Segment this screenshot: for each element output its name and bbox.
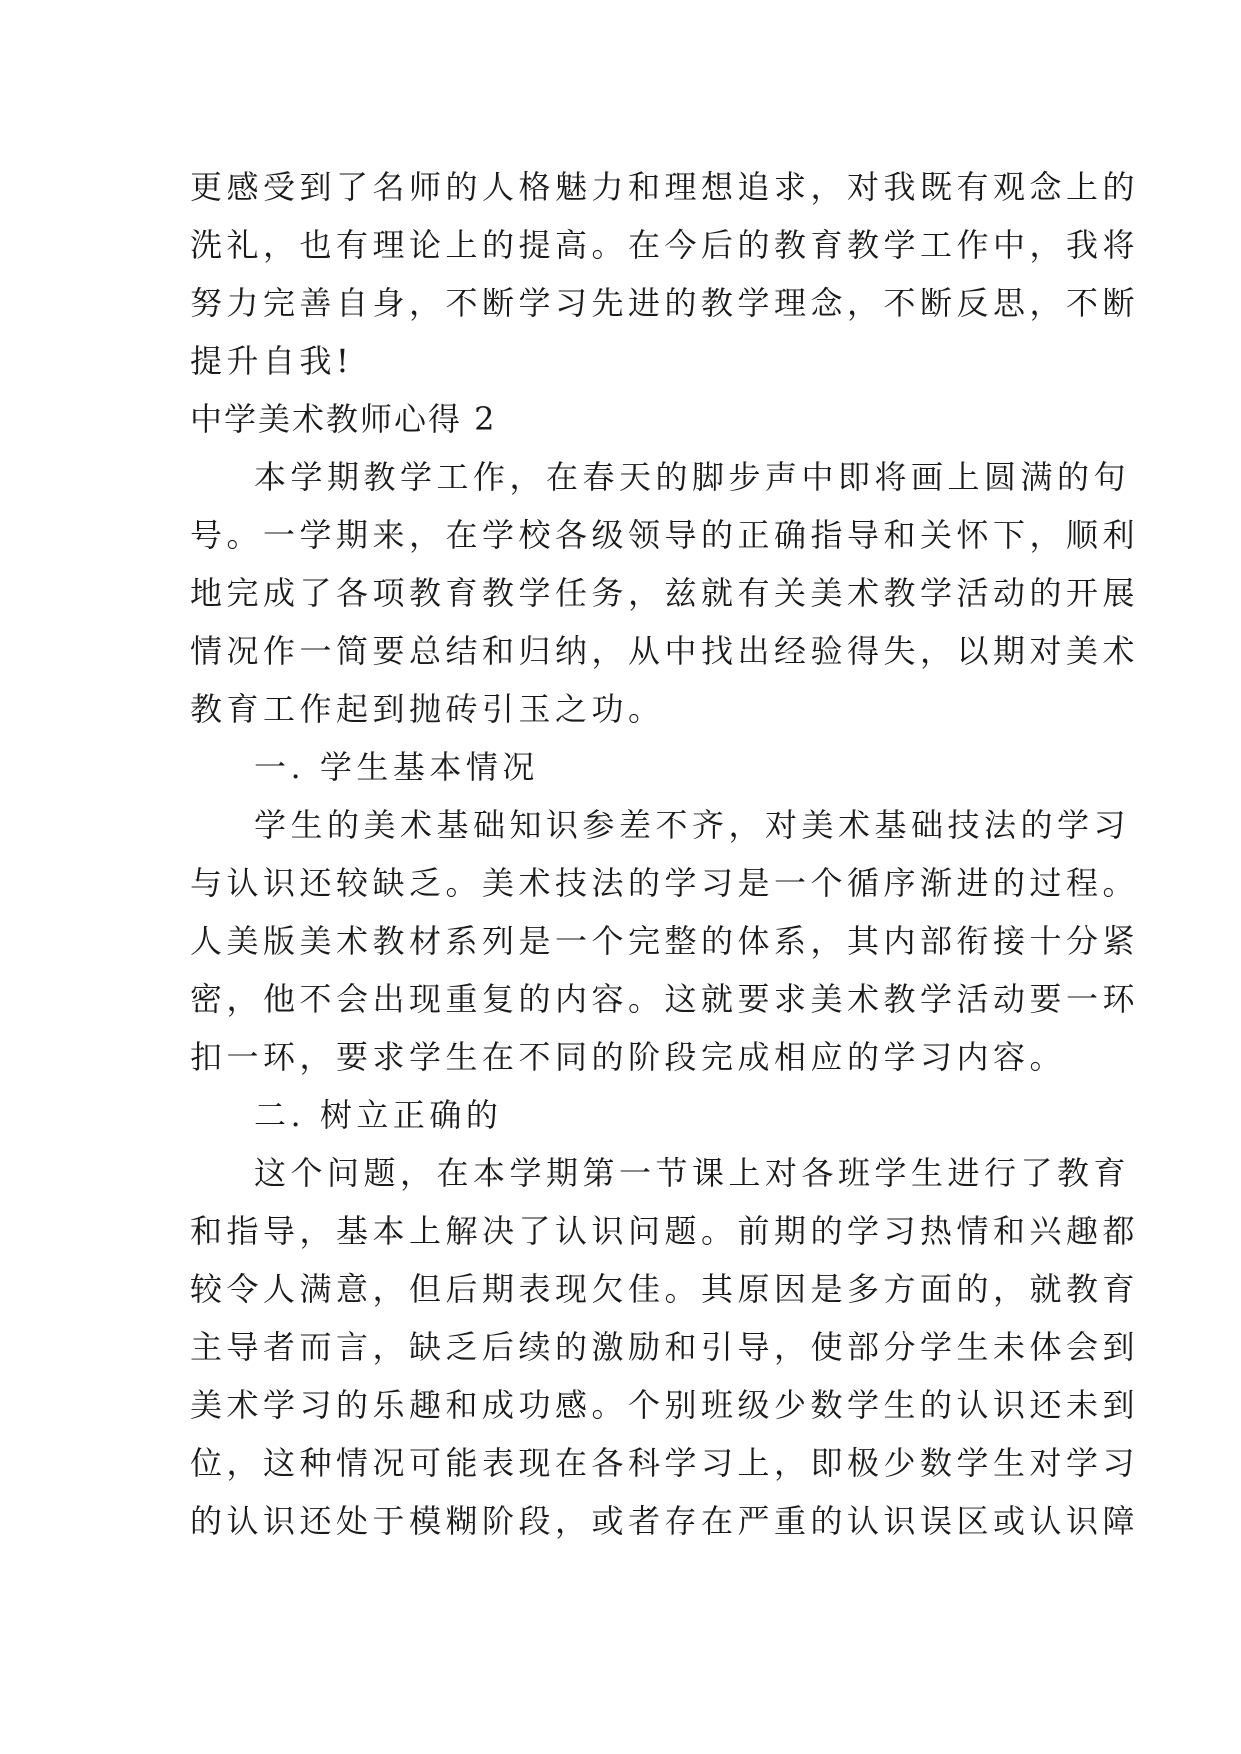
text-line: 与认识还较缺乏。美术技法的学习是一个循序渐进的过程。 — [190, 864, 1140, 902]
text-line: 和指导，基本上解决了认识问题。前期的学习热情和兴趣都 — [190, 1212, 1140, 1250]
paragraph-first-line: 本学期教学工作，在春天的脚步声中即将画上圆满的句 — [254, 458, 1131, 496]
subsection-heading: 一. 学生基本情况 — [254, 748, 539, 786]
section-title: 中学美术教师心得 2 — [190, 400, 497, 438]
text-line: 努力完善自身，不断学习先进的教学理念，不断反思，不断 — [190, 284, 1140, 322]
text-line: 更感受到了名师的人格魅力和理想追求，对我既有观念上的 — [190, 168, 1140, 206]
text-line: 主导者而言，缺乏后续的激励和引导，使部分学生未体会到 — [190, 1328, 1140, 1366]
subsection-heading: 二. 树立正确的 — [254, 1096, 503, 1134]
text-line: 地完成了各项教育教学任务，兹就有关美术教学活动的开展 — [190, 574, 1140, 612]
document-page — [190, 158, 1140, 1550]
text-line: 的认识还处于模糊阶段，或者存在严重的认识误区或认识障 — [190, 1502, 1140, 1540]
text-line: 号。一学期来，在学校各级领导的正确指导和关怀下，顺利 — [190, 516, 1140, 554]
text-line: 洗礼，也有理论上的提高。在今后的教育教学工作中，我将 — [190, 226, 1140, 264]
text-line: 位，这种情况可能表现在各科学习上，即极少数学生对学习 — [190, 1444, 1140, 1482]
text-line: 美术学习的乐趣和成功感。个别班级少数学生的认识还未到 — [190, 1386, 1140, 1424]
text-line: 密，他不会出现重复的内容。这就要求美术教学活动要一环 — [190, 980, 1140, 1018]
text-line: 较令人满意，但后期表现欠佳。其原因是多方面的，就教育 — [190, 1270, 1140, 1308]
paragraph-first-line: 学生的美术基础知识参差不齐，对美术基础技法的学习 — [254, 806, 1131, 844]
text-line: 提升自我! — [190, 342, 354, 380]
paragraph-first-line: 这个问题，在本学期第一节课上对各班学生进行了教育 — [254, 1154, 1131, 1192]
text-line: 情况作一简要总结和归纳，从中找出经验得失，以期对美术 — [190, 632, 1140, 670]
text-line: 人美版美术教材系列是一个完整的体系，其内部衔接十分紧 — [190, 922, 1140, 960]
text-line: 扣一环，要求学生在不同的阶段完成相应的学习内容。 — [190, 1038, 1067, 1076]
text-line: 教育工作起到抛砖引玉之功。 — [190, 690, 665, 728]
